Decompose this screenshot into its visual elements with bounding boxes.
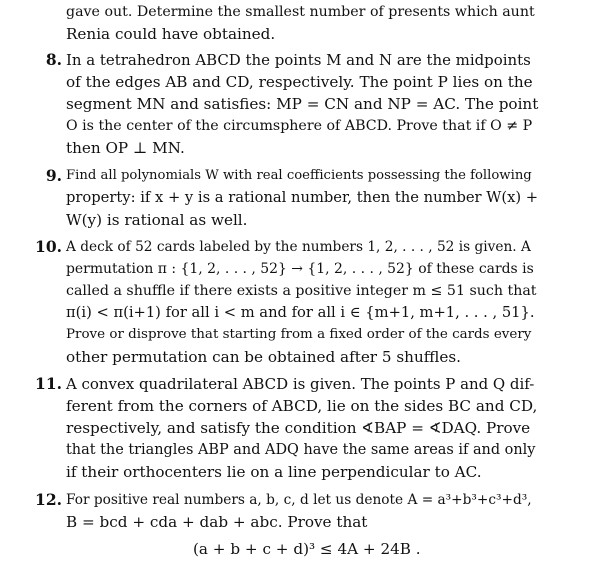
lead-paragraph	[66, 1, 536, 45]
text-line: other permutation can be obtained after 5 shuffles.	[66, 348, 461, 366]
text-line: For positive real numbers a, b, c, d let us denote A = a³+b³+c³+d³,	[66, 492, 532, 508]
problem-text	[66, 49, 538, 159]
problem-10	[20, 236, 538, 368]
text-line: that the triangles ABP and ADQ have the same areas if and only	[66, 442, 536, 458]
text-line: ferent from the corners of ABCD, lie on the sides BC and CD,	[66, 397, 538, 415]
problem-text	[66, 489, 538, 533]
text-line: respectively, and satisfy the condition ∢BAP = ∢DAQ. Prove	[66, 419, 531, 437]
text-line: of the edges AB and CD, respectively. The point P lies on the	[66, 73, 533, 91]
problem-12	[20, 489, 538, 533]
problem-text	[66, 373, 538, 483]
text-line: π(i) < π(i+1) for all i < m and for all i ∈ {m+1, m+1, . . . , 51}.	[66, 304, 535, 321]
problem-number: 11.	[35, 374, 62, 393]
text-line: Prove or disprove that starting from a fixed order of the cards every	[66, 327, 532, 342]
display-formula: (a + b + c + d)³ ≤ 4A + 24B .	[193, 540, 421, 558]
problem-8	[20, 49, 538, 159]
text-line: gave out. Determine the smallest number of presents which aunt	[66, 4, 535, 20]
problem-number: 8.	[45, 50, 62, 69]
problem-9	[20, 165, 538, 231]
problem-11	[20, 373, 538, 483]
text-line: A convex quadrilateral ABCD is given. The points P and Q dif-	[66, 375, 535, 393]
text-line: segment MN and satisfies: MP = CN and NP = AC. The point	[66, 95, 539, 113]
text-line: called a shuffle if there exists a positive integer m ≤ 51 such that	[66, 283, 537, 299]
text-line: B = bcd + cda + dab + abc. Prove that	[66, 513, 368, 531]
text-line: permutation π : {1, 2, . . . , 52} → {1, 2, . . . , 52} of these cards is	[66, 261, 534, 277]
text-line: Find all polynomials W with real coefficients possessing the following	[66, 168, 532, 183]
problem-text	[66, 165, 538, 231]
text-line: Renia could have obtained.	[66, 25, 276, 43]
text-line: if their orthocenters lie on a line perpendicular to AC.	[66, 463, 482, 481]
text-line: property: if x + y is a rational number, then the number W(x) +	[66, 189, 539, 206]
text-line: A deck of 52 cards labeled by the numbers 1, 2, . . . , 52 is given. A	[66, 239, 531, 255]
text-line: In a tetrahedron ABCD the points M and N are the midpoints	[66, 51, 531, 69]
text-line: W(y) is rational as well.	[66, 211, 248, 229]
problem-number: 10.	[35, 237, 62, 256]
text-line: O is the center of the circumsphere of ABCD. Prove that if O ≠ P	[66, 118, 533, 134]
text-line: then OP ⊥ MN.	[66, 139, 185, 157]
problem-number: 12.	[35, 490, 62, 509]
problem-text	[66, 236, 538, 368]
problem-number: 9.	[45, 166, 62, 185]
